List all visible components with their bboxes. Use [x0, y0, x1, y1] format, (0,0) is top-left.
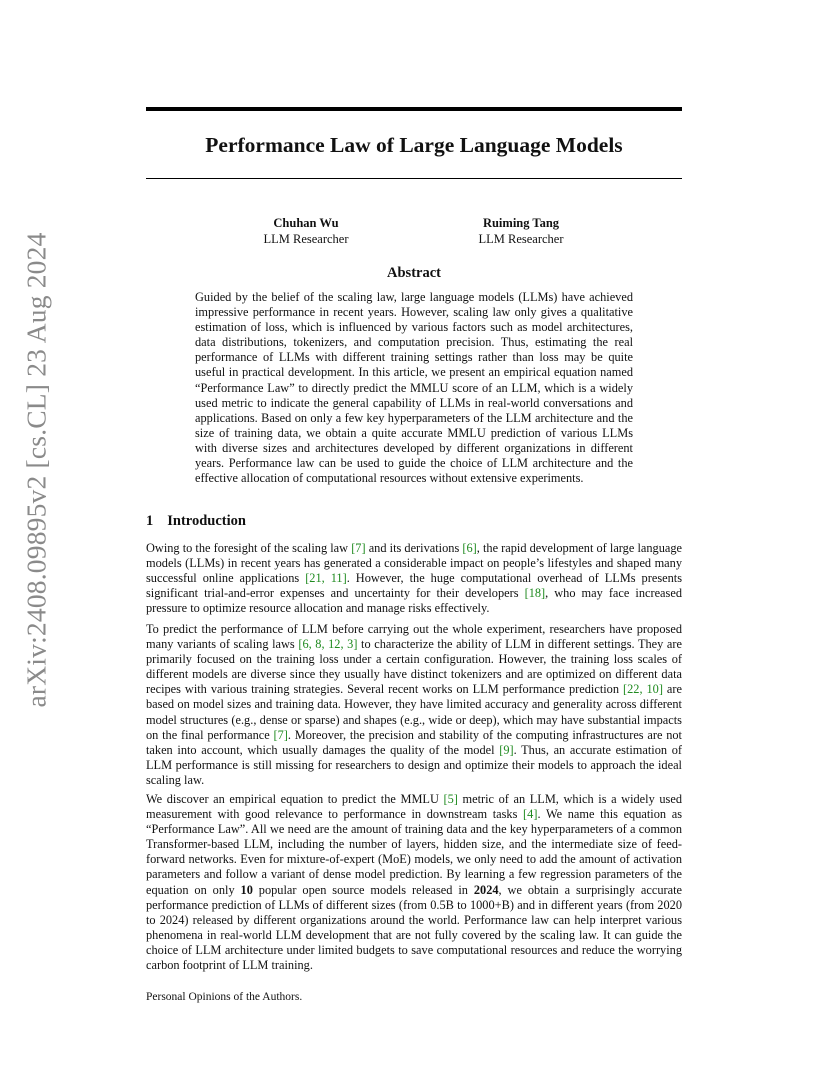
citation-link[interactable]: [7]: [351, 541, 366, 555]
citation-link[interactable]: [21, 11]: [305, 571, 347, 586]
text-run: . We name this equation as “Performance Law”. All we need are the amount of training data and the key hyperparameters of a common Transformer-based LLM, including the number of layers, hidden size, and the intermediate size of feed-forward networks. Even for mixture-of-expert (MoE) models, we only need to add the amount of activation parameters and follow a variant of dense model prediction. By learning a few regression parameters of the equation on only: [146, 807, 682, 897]
author-affiliation: LLM Researcher: [263, 231, 349, 246]
text-run: Owing to the foresight of the scaling law: [146, 541, 352, 555]
author-name: Chuhan Wu: [273, 216, 339, 230]
arxiv-identifier-stamp: [20, 230, 54, 710]
text-run: . Moreover, the precision and stability of the computing infrastructures are not taken into account, which usually damages the quality of the model: [146, 727, 682, 757]
footnote: Personal Opinions of the Authors.: [146, 991, 303, 1003]
text-run: . However, the huge computational overhead of LLMs presents significant trial-and-error expenses and uncertainty for their developers: [146, 571, 683, 601]
citation-link[interactable]: [6, 8, 12, 3]: [298, 637, 358, 652]
text-run: metric of an LLM, which is a widely used measurement with good relevance to performance in downstream tasks: [146, 792, 682, 822]
text-run: To predict the performance of LLM before carrying out the whole experiment, researchers have proposed many variants of scaling laws: [146, 622, 682, 652]
author-block-1: [236, 216, 376, 247]
author-name: Ruiming Tang: [482, 216, 560, 230]
citation-link[interactable]: [18]: [524, 586, 546, 601]
citation-link[interactable]: [7]: [273, 727, 288, 742]
text-run: . Thus, an accurate estimation of LLM performance is still missing for researchers to design and optimize their models to approach the ideal scaling law.: [146, 742, 683, 787]
citation-link[interactable]: [4]: [523, 807, 538, 822]
citation-link[interactable]: [22, 10]: [623, 682, 663, 697]
text-run: to characterize the ability of LLM in different settings. They are primarily focused on the training loss under a certain configuration. However, the training loss scales of different models are diverse since they usually have distinct tokenizers and are optimized on different data recipes with various training strategies. Several recent works on LLM performance prediction: [146, 637, 682, 697]
author-block-2: [451, 216, 591, 247]
abstract-heading: Abstract: [387, 265, 441, 281]
abstract-text: Guided by the belief of the scaling law, large language models (LLMs) have achieved impressive performance in recent years. However, scaling law only gives a qualitative estimation of loss, which is influenced by various factors such as model architectures, data distributions, tokenizers, and computation precision. Thus, estimating the real performance of LLMs with different training settings rather than loss may be quite useful in practical development. In this article, we present an empirical equation named “Performance Law” to directly predict the MMLU score of an LLM, which is a widely used metric to indicate the general capability of LLMs in real-world conversations and applications. Based on only a few key hyperparameters of the LLM architecture and the size of training data, we obtain a quite accurate MMLU prediction of various LLMs with diverse sizes and architectures developed by different organizations in different years. Performance law can be used to guide the choice of LLM architecture and the effective allocation of computational resources without extensive experiments.: [195, 290, 633, 486]
section-number: 1: [146, 513, 154, 529]
intro-paragraph-2: [146, 622, 682, 788]
paper-title: Performance Law of Large Language Models: [205, 133, 623, 157]
text-run: popular open source models released in: [252, 882, 474, 897]
text-run: We discover an empirical equation to predict the MMLU: [146, 792, 444, 806]
title-rule-bottom: [146, 178, 682, 179]
text-run: , we obtain a surprisingly accurate performance prediction of LLMs of different sizes (from 0.5B to 1000+B) and in different years (from 2020 to 2024) released by different organizations around the world. Performance law can help interpret various phenomena in real-world LLM development that are not fully covered by the scaling law. It can guide the choice of LLM architecture under limited budgets to save computational resources and reduce the worrying carbon footprint of LLM training.: [146, 882, 682, 973]
intro-paragraph-1: [146, 541, 682, 616]
citation-link[interactable]: [9]: [499, 742, 514, 757]
bold-year: 2024: [473, 882, 499, 897]
arxiv-identifier-text: arXiv:2408.09895v2 [cs.CL] 23 Aug 2024: [21, 232, 52, 708]
text-run: , the rapid development of large language models (LLMs) in recent years has generated a considerable impact on people’s lifestyles and shaped many successful online applications: [146, 541, 682, 586]
intro-paragraph-3: [146, 792, 682, 973]
text-run: and its derivations: [365, 541, 463, 555]
author-affiliation: LLM Researcher: [478, 231, 564, 246]
text-run: , who may face increased pressure to optimize resource allocation and manage risks effectively.: [146, 586, 682, 616]
citation-link[interactable]: [6]: [462, 541, 477, 555]
section-title: Introduction: [167, 513, 246, 529]
bold-number: 10: [240, 882, 253, 897]
section-heading-introduction: [146, 512, 246, 530]
citation-link[interactable]: [5]: [443, 792, 458, 806]
text-run: are based on model sizes and training data. However, they have limited accuracy and generality across different model structures (e.g., dense or sparse) and shapes (e.g., wide or deep), which may have substantial impacts on the final performance: [146, 682, 682, 742]
title-rule-top: [146, 107, 682, 111]
